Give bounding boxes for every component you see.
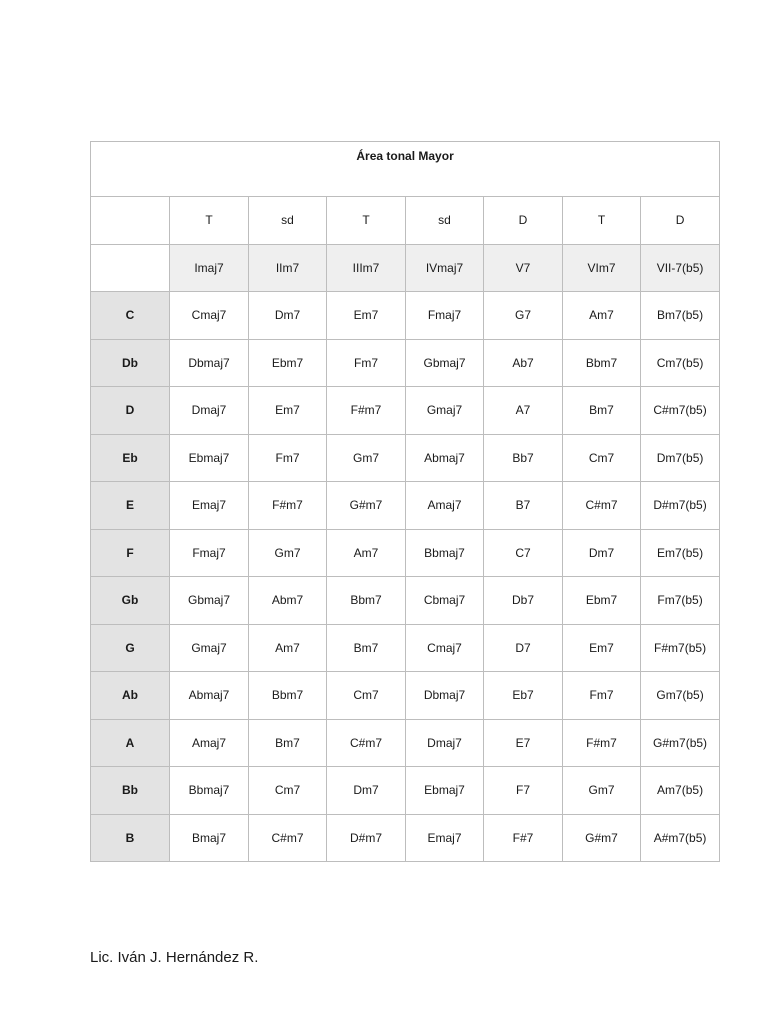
chord-cell: Dm7 — [563, 529, 641, 577]
chord-cell: Ebmaj7 — [170, 434, 249, 482]
table-row — [91, 719, 720, 767]
key-cell: B — [91, 814, 170, 862]
chord-cell: Am7 — [249, 624, 327, 672]
chord-cell: D7 — [484, 624, 563, 672]
chord-cell: Fm7 — [563, 672, 641, 720]
function-cell: T — [170, 197, 249, 245]
function-cell: T — [563, 197, 641, 245]
chord-cell: Amaj7 — [170, 719, 249, 767]
author-signature: Lic. Iván J. Hernández R. — [90, 949, 259, 966]
table-title: Área tonal Mayor — [356, 149, 454, 163]
table-title-row — [91, 142, 720, 197]
chord-cell: Em7 — [563, 624, 641, 672]
chord-cell: D#m7 — [327, 814, 406, 862]
chord-cell: Em7 — [327, 292, 406, 340]
chord-cell: Dm7 — [249, 292, 327, 340]
chord-cell: Cm7 — [327, 672, 406, 720]
chord-cell: Gm7 — [249, 529, 327, 577]
function-cell: sd — [249, 197, 327, 245]
chord-cell: Abmaj7 — [170, 672, 249, 720]
corner-cell — [91, 197, 170, 245]
chord-cell: F7 — [484, 767, 563, 815]
degree-cell: VII-7(b5) — [641, 244, 720, 292]
key-cell: Db — [91, 339, 170, 387]
chord-cell: G7 — [484, 292, 563, 340]
degree-cell: VIm7 — [563, 244, 641, 292]
key-cell: F — [91, 529, 170, 577]
chord-table — [90, 141, 720, 862]
chord-cell: Bbm7 — [563, 339, 641, 387]
chord-cell: Fmaj7 — [406, 292, 484, 340]
key-cell: Bb — [91, 767, 170, 815]
chord-cell: C#m7 — [249, 814, 327, 862]
chord-cell: Bm7 — [327, 624, 406, 672]
chord-cell: Cm7(b5) — [641, 339, 720, 387]
chord-cell: Gmaj7 — [406, 387, 484, 435]
chord-cell: Bbm7 — [249, 672, 327, 720]
chord-cell: C7 — [484, 529, 563, 577]
chord-cell: Am7 — [327, 529, 406, 577]
chord-cell: Gbmaj7 — [406, 339, 484, 387]
chord-cell: D#m7(b5) — [641, 482, 720, 530]
function-cell: sd — [406, 197, 484, 245]
chord-cell: Bb7 — [484, 434, 563, 482]
chord-cell: B7 — [484, 482, 563, 530]
chord-cell: C#m7 — [327, 719, 406, 767]
chord-cell: Fmaj7 — [170, 529, 249, 577]
chord-cell: Bbmaj7 — [406, 529, 484, 577]
chord-cell: Db7 — [484, 577, 563, 625]
function-cell: D — [641, 197, 720, 245]
chord-cell: Gm7 — [327, 434, 406, 482]
function-row — [91, 197, 720, 245]
chord-cell: C#m7(b5) — [641, 387, 720, 435]
key-cell: D — [91, 387, 170, 435]
table-row — [91, 767, 720, 815]
chord-cell: Dm7(b5) — [641, 434, 720, 482]
degree-row — [91, 244, 720, 292]
chord-table-body — [91, 142, 720, 862]
degree-cell: IIm7 — [249, 244, 327, 292]
chord-cell: Bbmaj7 — [170, 767, 249, 815]
chord-cell: Fm7 — [249, 434, 327, 482]
chord-cell: Amaj7 — [406, 482, 484, 530]
key-cell: E — [91, 482, 170, 530]
chord-cell: Bmaj7 — [170, 814, 249, 862]
chord-cell: Em7 — [249, 387, 327, 435]
table-row — [91, 339, 720, 387]
degree-cell: V7 — [484, 244, 563, 292]
chord-cell: Ebm7 — [563, 577, 641, 625]
chord-cell: F#m7 — [327, 387, 406, 435]
chord-cell: Am7 — [563, 292, 641, 340]
chord-cell: Gm7 — [563, 767, 641, 815]
function-cell: T — [327, 197, 406, 245]
chord-cell: Abmaj7 — [406, 434, 484, 482]
table-title-cell — [91, 142, 720, 197]
degree-cell: IVmaj7 — [406, 244, 484, 292]
chord-cell: Fm7(b5) — [641, 577, 720, 625]
chord-cell: E7 — [484, 719, 563, 767]
chord-cell: Gmaj7 — [170, 624, 249, 672]
chord-cell: Ab7 — [484, 339, 563, 387]
corner-cell — [91, 244, 170, 292]
chord-cell: C#m7 — [563, 482, 641, 530]
chord-cell: Abm7 — [249, 577, 327, 625]
chord-cell: G#m7 — [563, 814, 641, 862]
chord-cell: Cmaj7 — [406, 624, 484, 672]
table-row — [91, 482, 720, 530]
chord-cell: Dmaj7 — [406, 719, 484, 767]
chord-cell: Fm7 — [327, 339, 406, 387]
chord-cell: Bbm7 — [327, 577, 406, 625]
chord-cell: Ebm7 — [249, 339, 327, 387]
chord-cell: Cm7 — [563, 434, 641, 482]
table-row — [91, 577, 720, 625]
key-cell: Ab — [91, 672, 170, 720]
key-cell: Gb — [91, 577, 170, 625]
table-row — [91, 434, 720, 482]
table-row — [91, 529, 720, 577]
chord-cell: Cbmaj7 — [406, 577, 484, 625]
table-row — [91, 624, 720, 672]
key-cell: A — [91, 719, 170, 767]
chord-cell: F#m7 — [563, 719, 641, 767]
key-cell: G — [91, 624, 170, 672]
key-cell: Eb — [91, 434, 170, 482]
function-cell: D — [484, 197, 563, 245]
chord-cell: Emaj7 — [170, 482, 249, 530]
chord-cell: Eb7 — [484, 672, 563, 720]
chord-cell: Emaj7 — [406, 814, 484, 862]
chord-cell: Dbmaj7 — [170, 339, 249, 387]
chord-cell: Gm7(b5) — [641, 672, 720, 720]
chord-cell: Gbmaj7 — [170, 577, 249, 625]
degree-cell: IIIm7 — [327, 244, 406, 292]
chord-cell: F#m7(b5) — [641, 624, 720, 672]
chord-cell: Bm7(b5) — [641, 292, 720, 340]
table-row — [91, 387, 720, 435]
chord-cell: F#m7 — [249, 482, 327, 530]
chord-cell: G#m7 — [327, 482, 406, 530]
chord-cell: A7 — [484, 387, 563, 435]
key-cell: C — [91, 292, 170, 340]
chord-cell: Cmaj7 — [170, 292, 249, 340]
degree-cell: Imaj7 — [170, 244, 249, 292]
chord-cell: Dmaj7 — [170, 387, 249, 435]
chord-cell: A#m7(b5) — [641, 814, 720, 862]
chord-cell: Bm7 — [249, 719, 327, 767]
chord-cell: G#m7(b5) — [641, 719, 720, 767]
table-row — [91, 814, 720, 862]
chord-cell: Ebmaj7 — [406, 767, 484, 815]
chord-cell: Em7(b5) — [641, 529, 720, 577]
chord-cell: Dm7 — [327, 767, 406, 815]
table-row — [91, 292, 720, 340]
chord-cell: Cm7 — [249, 767, 327, 815]
table-row — [91, 672, 720, 720]
chord-cell: Am7(b5) — [641, 767, 720, 815]
chord-cell: F#7 — [484, 814, 563, 862]
chord-cell: Dbmaj7 — [406, 672, 484, 720]
chord-cell: Bm7 — [563, 387, 641, 435]
